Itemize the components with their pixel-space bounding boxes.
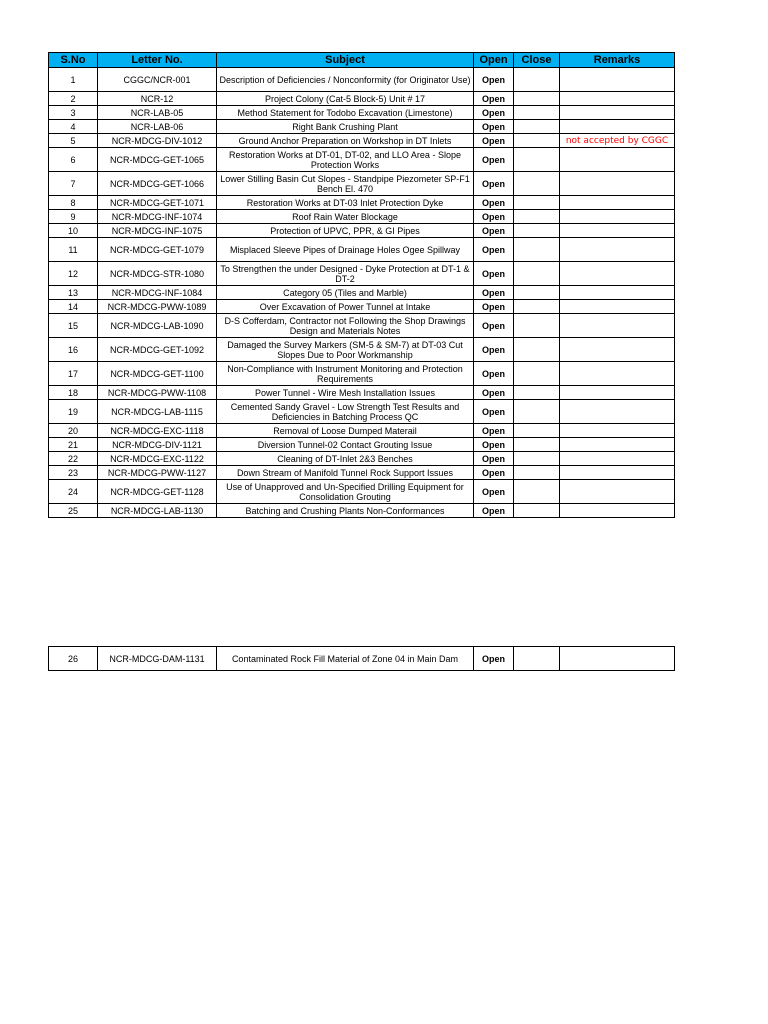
open-status-cell: Open — [474, 647, 514, 671]
remarks-cell — [560, 120, 675, 134]
open-status-cell: Open — [474, 262, 514, 286]
header-subject: Subject — [217, 53, 474, 68]
remarks-cell — [560, 438, 675, 452]
sno-cell: 18 — [49, 386, 98, 400]
close-status-cell — [514, 224, 560, 238]
open-status-cell: Open — [474, 438, 514, 452]
letter-no-cell: NCR-MDCG-DIV-1121 — [98, 438, 217, 452]
sno-cell: 22 — [49, 452, 98, 466]
subject-cell: Restoration Works at DT-01, DT-02, and LLO Area - Slope Protection Works — [217, 148, 474, 172]
remarks-cell — [560, 106, 675, 120]
close-status-cell — [514, 238, 560, 262]
open-status-cell: Open — [474, 92, 514, 106]
remarks-cell — [560, 647, 675, 671]
open-status-cell: Open — [474, 314, 514, 338]
remarks-cell — [560, 92, 675, 106]
open-status-cell: Open — [474, 238, 514, 262]
sno-cell: 14 — [49, 300, 98, 314]
subject-cell: Project Colony (Cat-5 Block-5) Unit # 17 — [217, 92, 474, 106]
sno-cell: 13 — [49, 286, 98, 300]
letter-no-cell: NCR-MDCG-GET-1092 — [98, 338, 217, 362]
remarks-cell — [560, 400, 675, 424]
subject-cell: Category 05 (Tiles and Marble) — [217, 286, 474, 300]
sno-cell: 25 — [49, 504, 98, 518]
close-status-cell — [514, 92, 560, 106]
subject-cell: Ground Anchor Preparation on Workshop in DT Inlets — [217, 134, 474, 148]
table-row — [49, 314, 675, 338]
open-status-cell: Open — [474, 106, 514, 120]
sno-cell: 3 — [49, 106, 98, 120]
remarks-cell — [560, 148, 675, 172]
sno-cell: 20 — [49, 424, 98, 438]
remarks-cell — [560, 466, 675, 480]
subject-cell: Down Stream of Manifold Tunnel Rock Support Issues — [217, 466, 474, 480]
remarks-cell: not accepted by CGGC — [560, 134, 675, 148]
close-status-cell — [514, 172, 560, 196]
table-row — [49, 196, 675, 210]
table-row — [49, 210, 675, 224]
remarks-cell — [560, 480, 675, 504]
subject-cell: Use of Unapproved and Un-Specified Drilling Equipment for Consolidation Grouting — [217, 480, 474, 504]
header-row — [49, 53, 675, 68]
letter-no-cell: NCR-MDCG-INF-1074 — [98, 210, 217, 224]
letter-no-cell: NCR-MDCG-GET-1065 — [98, 148, 217, 172]
header-sno: S.No — [49, 53, 98, 68]
close-status-cell — [514, 148, 560, 172]
letter-no-cell: NCR-LAB-06 — [98, 120, 217, 134]
table-row — [49, 172, 675, 196]
sno-cell: 6 — [49, 148, 98, 172]
remarks-cell — [560, 386, 675, 400]
open-status-cell: Open — [474, 148, 514, 172]
letter-no-cell: NCR-LAB-05 — [98, 106, 217, 120]
remarks-cell — [560, 424, 675, 438]
open-status-cell: Open — [474, 134, 514, 148]
sno-cell: 1 — [49, 68, 98, 92]
letter-no-cell: CGGC/NCR-001 — [98, 68, 217, 92]
remarks-cell — [560, 172, 675, 196]
close-status-cell — [514, 452, 560, 466]
close-status-cell — [514, 400, 560, 424]
open-status-cell: Open — [474, 424, 514, 438]
ncr-register-table — [48, 52, 675, 518]
sno-cell: 12 — [49, 262, 98, 286]
close-status-cell — [514, 504, 560, 518]
subject-cell: Batching and Crushing Plants Non-Conformances — [217, 504, 474, 518]
letter-no-cell: NCR-MDCG-INF-1075 — [98, 224, 217, 238]
sno-cell: 9 — [49, 210, 98, 224]
open-status-cell: Open — [474, 504, 514, 518]
table-row — [49, 466, 675, 480]
close-status-cell — [514, 120, 560, 134]
remarks-cell — [560, 262, 675, 286]
subject-cell: Lower Stilling Basin Cut Slopes - Standpipe Piezometer SP-F1 Bench El. 470 — [217, 172, 474, 196]
open-status-cell: Open — [474, 386, 514, 400]
letter-no-cell: NCR-MDCG-INF-1084 — [98, 286, 217, 300]
letter-no-cell: NCR-MDCG-EXC-1122 — [98, 452, 217, 466]
close-status-cell — [514, 438, 560, 452]
letter-no-cell: NCR-MDCG-DIV-1012 — [98, 134, 217, 148]
sno-cell: 15 — [49, 314, 98, 338]
open-status-cell: Open — [474, 400, 514, 424]
open-status-cell: Open — [474, 224, 514, 238]
remarks-cell — [560, 452, 675, 466]
letter-no-cell: NCR-MDCG-LAB-1115 — [98, 400, 217, 424]
table-row — [49, 438, 675, 452]
sno-cell: 2 — [49, 92, 98, 106]
table-row — [49, 92, 675, 106]
subject-cell: Cleaning of DT-Inlet 2&3 Benches — [217, 452, 474, 466]
open-status-cell: Open — [474, 120, 514, 134]
open-status-cell: Open — [474, 466, 514, 480]
subject-cell: D-S Cofferdam, Contractor not Following the Shop Drawings Design and Materials Notes — [217, 314, 474, 338]
open-status-cell: Open — [474, 480, 514, 504]
table-row — [49, 338, 675, 362]
open-status-cell: Open — [474, 68, 514, 92]
sno-cell: 21 — [49, 438, 98, 452]
table-row — [49, 224, 675, 238]
close-status-cell — [514, 68, 560, 92]
open-status-cell: Open — [474, 452, 514, 466]
subject-cell: Restoration Works at DT-03 Inlet Protection Dyke — [217, 196, 474, 210]
table-row — [49, 362, 675, 386]
close-status-cell — [514, 338, 560, 362]
subject-cell: Non-Compliance with Instrument Monitoring and Protection Requirements — [217, 362, 474, 386]
close-status-cell — [514, 300, 560, 314]
letter-no-cell: NCR-MDCG-LAB-1130 — [98, 504, 217, 518]
remarks-cell — [560, 224, 675, 238]
close-status-cell — [514, 106, 560, 120]
subject-cell: Method Statement for Todobo Excavation (Limestone) — [217, 106, 474, 120]
remarks-cell — [560, 238, 675, 262]
sno-cell: 26 — [49, 647, 98, 671]
table-row — [49, 452, 675, 466]
table-row — [49, 286, 675, 300]
sno-cell: 19 — [49, 400, 98, 424]
table-row — [49, 400, 675, 424]
subject-cell: To Strengthen the under Designed - Dyke Protection at DT-1 & DT-2 — [217, 262, 474, 286]
letter-no-cell: NCR-12 — [98, 92, 217, 106]
subject-cell: Misplaced Sleeve Pipes of Drainage Holes Ogee Spillway — [217, 238, 474, 262]
remarks-cell — [560, 68, 675, 92]
sno-cell: 17 — [49, 362, 98, 386]
close-status-cell — [514, 196, 560, 210]
remarks-cell — [560, 300, 675, 314]
close-status-cell — [514, 362, 560, 386]
subject-cell: Damaged the Survey Markers (SM-5 & SM-7) at DT-03 Cut Slopes Due to Poor Workmanship — [217, 338, 474, 362]
subject-cell: Right Bank Crushing Plant — [217, 120, 474, 134]
open-status-cell: Open — [474, 300, 514, 314]
letter-no-cell: NCR-MDCG-LAB-1090 — [98, 314, 217, 338]
header-open: Open — [474, 53, 514, 68]
sno-cell: 24 — [49, 480, 98, 504]
letter-no-cell: NCR-MDCG-GET-1066 — [98, 172, 217, 196]
sno-cell: 16 — [49, 338, 98, 362]
remarks-cell — [560, 314, 675, 338]
header-letter-no: Letter No. — [98, 53, 217, 68]
letter-no-cell: NCR-MDCG-PWW-1089 — [98, 300, 217, 314]
close-status-cell — [514, 134, 560, 148]
table-row — [49, 238, 675, 262]
open-status-cell: Open — [474, 286, 514, 300]
subject-cell: Over Excavation of Power Tunnel at Intake — [217, 300, 474, 314]
table-row — [49, 424, 675, 438]
open-status-cell: Open — [474, 210, 514, 224]
table-row — [49, 134, 675, 148]
remarks-cell — [560, 338, 675, 362]
subject-cell: Power Tunnel - Wire Mesh Installation Issues — [217, 386, 474, 400]
remarks-cell — [560, 286, 675, 300]
header-close: Close — [514, 53, 560, 68]
table-row — [49, 386, 675, 400]
close-status-cell — [514, 424, 560, 438]
table-row — [49, 120, 675, 134]
letter-no-cell: NCR-MDCG-GET-1071 — [98, 196, 217, 210]
close-status-cell — [514, 480, 560, 504]
open-status-cell: Open — [474, 172, 514, 196]
letter-no-cell: NCR-MDCG-GET-1100 — [98, 362, 217, 386]
letter-no-cell: NCR-MDCG-GET-1079 — [98, 238, 217, 262]
table-row — [49, 68, 675, 92]
sno-cell: 4 — [49, 120, 98, 134]
letter-no-cell: NCR-MDCG-PWW-1108 — [98, 386, 217, 400]
letter-no-cell: NCR-MDCG-GET-1128 — [98, 480, 217, 504]
remarks-cell — [560, 362, 675, 386]
close-status-cell — [514, 286, 560, 300]
sno-cell: 11 — [49, 238, 98, 262]
letter-no-cell: NCR-MDCG-STR-1080 — [98, 262, 217, 286]
table-row — [49, 480, 675, 504]
remarks-cell — [560, 504, 675, 518]
letter-no-cell: NCR-MDCG-EXC-1118 — [98, 424, 217, 438]
subject-cell: Description of Deficiencies / Nonconformity (for Originator Use) — [217, 68, 474, 92]
letter-no-cell: NCR-MDCG-PWW-1127 — [98, 466, 217, 480]
close-status-cell — [514, 314, 560, 338]
close-status-cell — [514, 386, 560, 400]
remarks-cell — [560, 210, 675, 224]
sno-cell: 5 — [49, 134, 98, 148]
open-status-cell: Open — [474, 196, 514, 210]
sno-cell: 23 — [49, 466, 98, 480]
sno-cell: 10 — [49, 224, 98, 238]
subject-cell: Protection of UPVC, PPR, & GI Pipes — [217, 224, 474, 238]
letter-no-cell: NCR-MDCG-DAM-1131 — [98, 647, 217, 671]
table-row — [49, 262, 675, 286]
close-status-cell — [514, 262, 560, 286]
close-status-cell — [514, 210, 560, 224]
sno-cell: 7 — [49, 172, 98, 196]
table-row — [49, 504, 675, 518]
subject-cell: Roof Rain Water Blockage — [217, 210, 474, 224]
table-row — [49, 647, 675, 671]
close-status-cell — [514, 466, 560, 480]
remarks-cell — [560, 196, 675, 210]
close-status-cell — [514, 647, 560, 671]
sno-cell: 8 — [49, 196, 98, 210]
open-status-cell: Open — [474, 362, 514, 386]
subject-cell: Removal of Loose Dumped Materail — [217, 424, 474, 438]
header-remarks: Remarks — [560, 53, 675, 68]
subject-cell: Diversion Tunnel-02 Contact Grouting Issue — [217, 438, 474, 452]
subject-cell: Contaminated Rock Fill Material of Zone 04 in Main Dam — [217, 647, 474, 671]
subject-cell: Cemented Sandy Gravel - Low Strength Test Results and Deficiencies in Batching Process QC — [217, 400, 474, 424]
table-row — [49, 148, 675, 172]
open-status-cell: Open — [474, 338, 514, 362]
ncr-register-table-continued — [48, 646, 675, 671]
table-row — [49, 300, 675, 314]
table-row — [49, 106, 675, 120]
